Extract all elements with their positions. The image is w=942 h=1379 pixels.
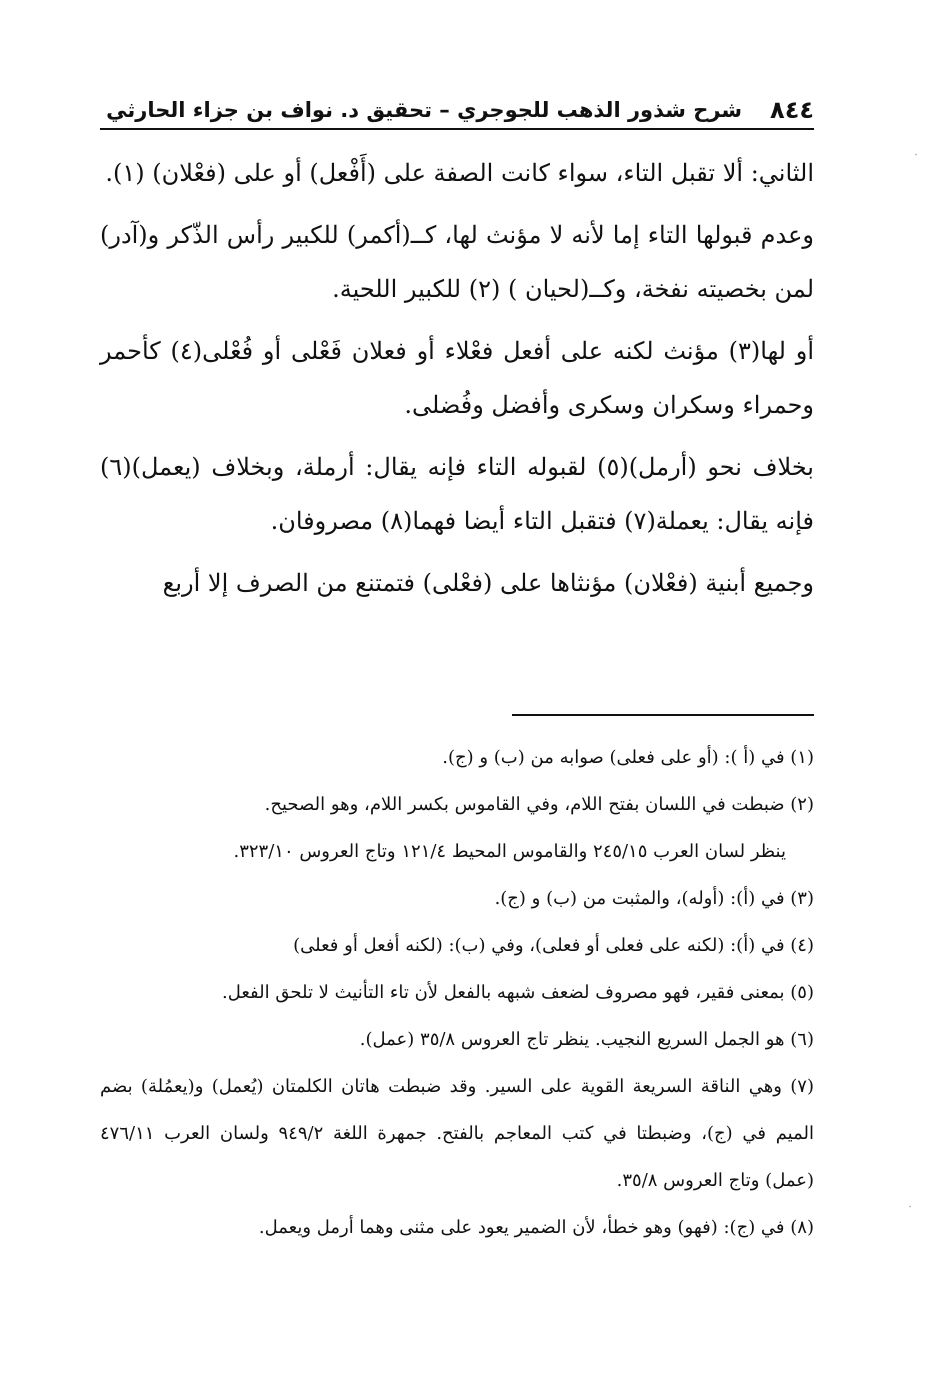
footnote: (٤) في (أ): (لكنه على فعلى أو فعلى)، وفي (ب): (لكنه أفعل أو فعلى) <box>293 935 814 956</box>
footnote: (٢) ضبطت في اللسان بفتح اللام، وفي القاموس بكسر اللام، وهو الصحيح. <box>264 794 814 815</box>
scan-speck: ˑ <box>908 1200 913 1214</box>
paragraph: بخلاف نحو (أرمل)(٥) لقبوله التاء فإنه يقال: أرملة، وبخلاف (يعمل)(٦) فإنه يقال: يعملة(٧) فتقبل التاء أيضا فهما(٨) مصروفان. <box>100 453 814 535</box>
footnote: (٨) في (ج): (فهو) وهو خطأ، لأن الضمير يعود على مثنى وهما أرمل ويعمل. <box>258 1217 814 1238</box>
footnote: (٧) وهي الناقة السريعة القوية على السير. وقد ضبطت هاتان الكلمتان (يُعمل) و(يعمُلة) بضم الميم في (ج)، وضبطتا في كتب المعاجم بالفتح. جمهرة اللغة ٩٤٩/٢ ولسان العرب ٤٧٦/١١ (عمل) وتاج العروس ٣٥/٨. <box>100 1076 815 1191</box>
footnotes <box>100 734 814 1251</box>
running-title: شرح شذور الذهب للجوجري – تحقيق د. نواف بن جزاء الحارثي <box>106 98 743 122</box>
main-text <box>100 146 814 610</box>
page-number: ٨٤٤ <box>770 96 814 124</box>
header-rule <box>100 128 814 130</box>
paragraph: الثاني: ألا تقبل التاء، سواء كانت الصفة على (أَفْعل) أو على (فعْلان) (١). <box>105 159 814 187</box>
footnote: (٥) بمعنى فقير، فهو مصروف لضعف شبهه بالفعل لأن تاء التأنيث لا تلحق الفعل. <box>222 982 814 1003</box>
footnote: (٦) هو الجمل السريع النجيب. ينظر تاج العروس ٣٥/٨ (عمل). <box>359 1029 814 1050</box>
scan-speck: ˑ <box>914 148 919 162</box>
footnote: (١) في (أ ): (أو على فعلى) صوابه من (ب) و (ج). <box>442 747 814 768</box>
paragraph: وعدم قبولها التاء إما لأنه لا مؤنث لها، كــ(أكمر) للكبير رأس الذّكر و(آدر) لمن بخصيته نفخة، وكــ(لحيان ) (٢) للكبير اللحية. <box>100 221 814 303</box>
footnote-continuation: ينظر لسان العرب ٢٤٥/١٥ والقاموس المحيط ١٢١/٤ وتاج العروس ٣٢٣/١٠. <box>233 841 786 862</box>
paragraph: أو لها(٣) مؤنث لكنه على أفعل فعْلاء أو فعلان فَعْلى أو فُعْلى(٤) كأحمر وحمراء وسكران وسكرى وأفضل وفُضلى. <box>100 337 814 419</box>
footnote: (٣) في (أ): (أوله)، والمثبت من (ب) و (ج). <box>494 888 814 909</box>
footnote-separator <box>512 714 814 716</box>
paragraph: وجميع أبنية (فعْلان) مؤنثاها على (فعْلى) فتمتنع من الصرف إلا أربع <box>162 569 814 597</box>
page-header <box>100 92 814 128</box>
